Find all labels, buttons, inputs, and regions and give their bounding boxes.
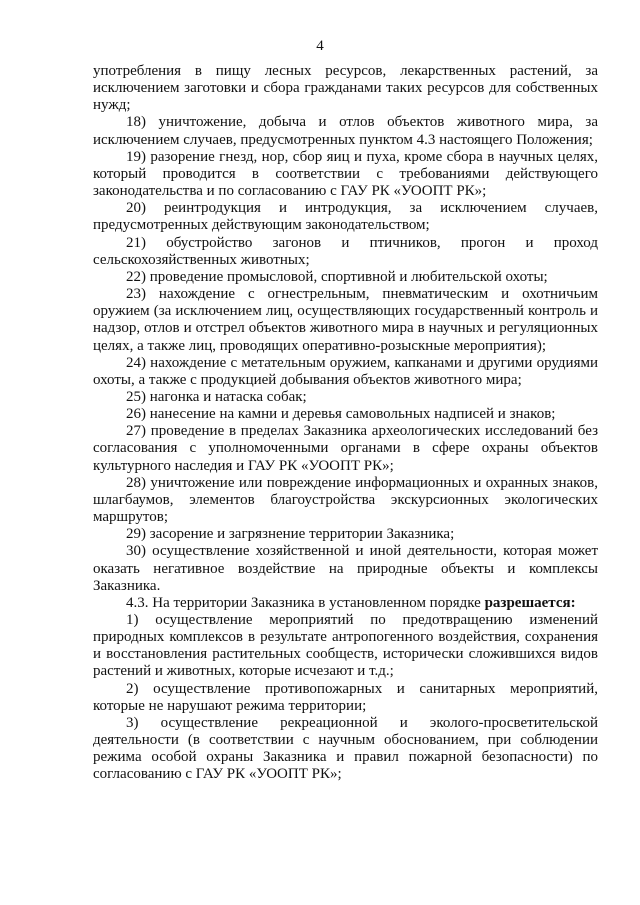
permitted-item-3: 3) осуществление рекреационной и эколого-просветительской деятельности (в соответствии с научным обоснованием, при соблюдении режима особой охраны Заказника и правил пожарной безопасности) по согласованию с ГАУ РК «УООПТ РК»;: [93, 714, 598, 783]
prohibited-item-30: 30) осуществление хозяйственной и иной деятельности, которая может оказать негативное воздействие на природные объекты и комплексы Заказника.: [93, 543, 598, 594]
paragraph-continuation: употребления в пищу лесных ресурсов, лекарственных растений, за исключением заготовки и сбора гражданами таких ресурсов для собственных нужд;: [93, 63, 598, 114]
prohibited-item-28: 28) уничтожение или повреждение информационных и охранных знаков, шлагбаумов, элементов благоустройства экскурсионных экологических маршрутов;: [93, 474, 598, 526]
section-4-3-colon: :: [570, 594, 576, 611]
prohibited-item-20: 20) реинтродукция и интродукция, за исключением случаев, предусмотренных действующим законодательством;: [93, 200, 598, 234]
page-number: 4: [316, 38, 324, 54]
prohibited-item-24: 24) нахождение с метательным оружием, капканами и другими орудиями охоты, а также с продукцией добывания объектов животного мира;: [93, 354, 598, 388]
prohibited-item-26: 26) нанесение на камни и деревья самовольных надписей и знаков;: [126, 406, 556, 423]
permitted-item-1: 1) осуществление мероприятий по предотвращению изменений природных комплексов в результате антропогенного воздействия, сохранения и восстановления растительных сообществ, исторически сложившихся видов растений и животных, которые исчезают и т.д.;: [93, 612, 598, 680]
prohibited-item-27: 27) проведение в пределах Заказника археологических исследований без согласования с уполномоченными органами в сфере охраны объектов культурного наследия и ГАУ РК «УООПТ РК»;: [93, 423, 598, 474]
prohibited-item-23: 23) нахождение с огнестрельным, пневматическим и охотничьим оружием (за исключением лиц, осуществляющих государственный контроль и надзор, отлов и отстрел объектов животного мира в научных и регуляционных целях, а также лиц, проводящих оперативно-розыскные мероприятия);: [93, 286, 598, 354]
prohibited-item-21: 21) обустройство загонов и птичников, прогон и проход сельскохозяйственных животных;: [93, 234, 598, 268]
section-4-3-emphasis: разрешается: [484, 594, 571, 611]
document-body: [93, 63, 598, 784]
prohibited-item-25: 25) нагонка и натаска собак;: [126, 388, 307, 405]
prohibited-item-29: 29) засорение и загрязнение территории Заказника;: [126, 526, 455, 543]
permitted-item-2: 2) осуществление противопожарных и санитарных мероприятий, которые не нарушают режима территории;: [93, 680, 598, 714]
prohibited-item-19: 19) разорение гнезд, нор, сбор яиц и пуха, кроме сбора в научных целях, который проводится в соответствии с требованиями действующего законодательства и по согласованию с ГАУ РК «УООПТ РК»;: [93, 148, 598, 200]
section-4-3-heading: [93, 595, 598, 612]
prohibited-item-18: 18) уничтожение, добыча и отлов объектов животного мира, за исключением случаев, предусмотренных пунктом 4.3 настоящего Положения;: [93, 114, 598, 148]
section-4-3-lead: 4.3. На территории Заказника в установленном порядке: [126, 594, 485, 611]
prohibited-item-22: 22) проведение промысловой, спортивной и любительской охоты;: [126, 268, 548, 285]
